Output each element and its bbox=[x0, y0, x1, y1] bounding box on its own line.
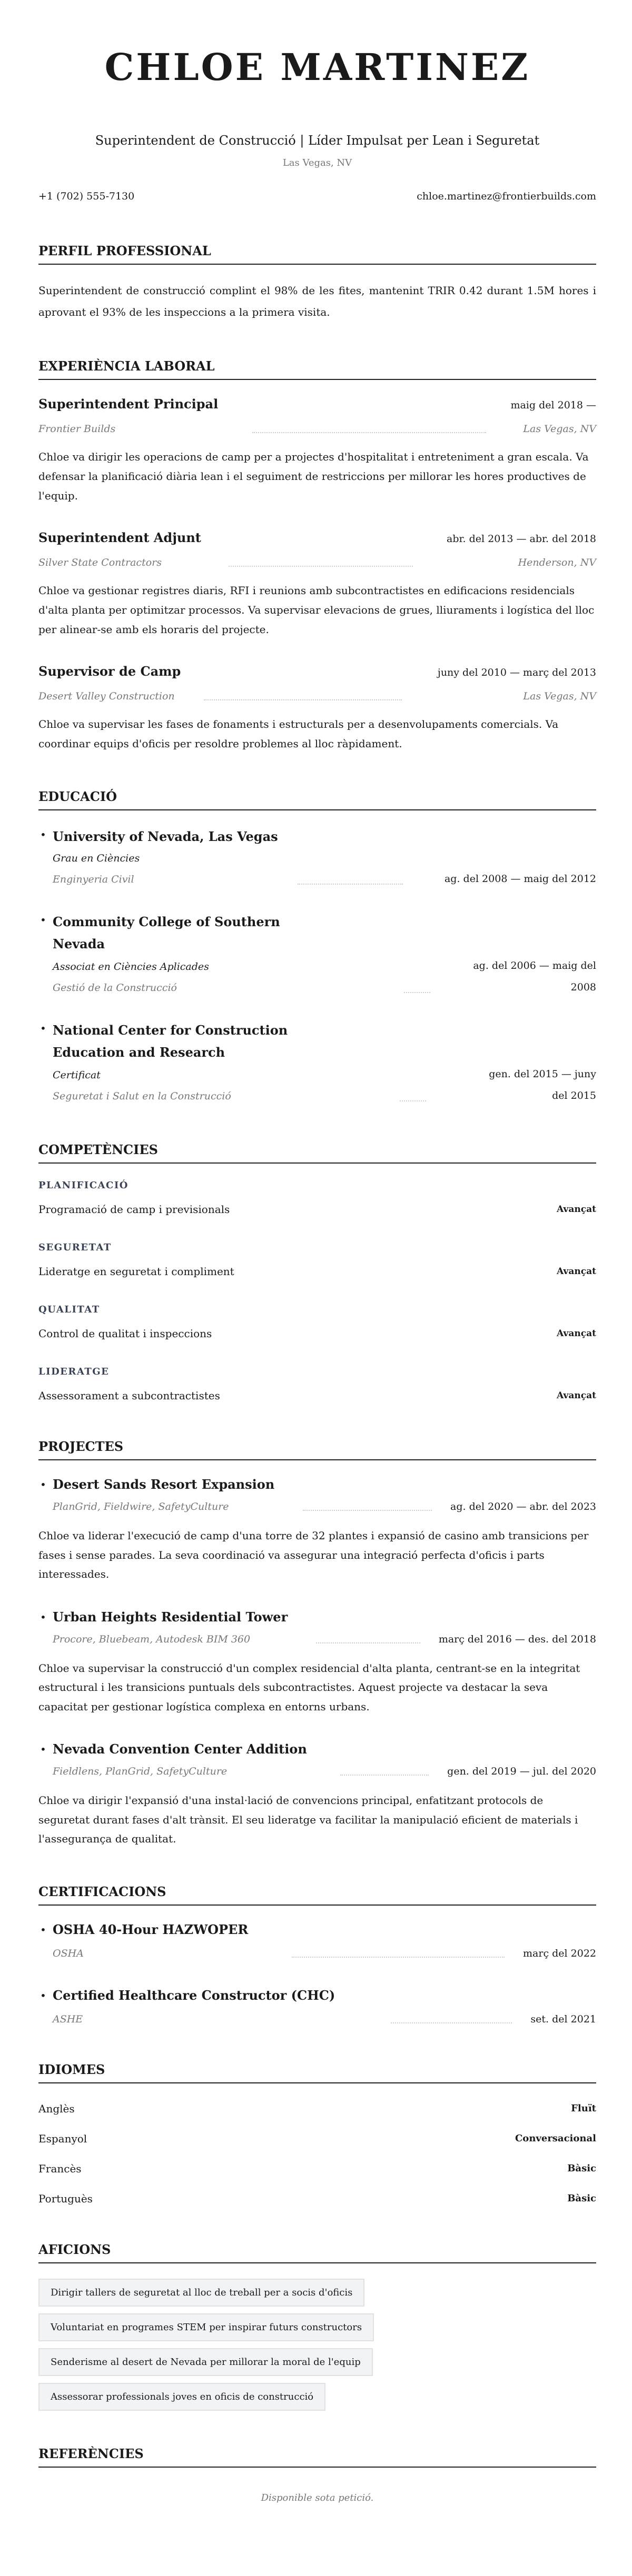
job-dates: maig del 2018 — bbox=[510, 399, 596, 411]
skill-level: Avançat bbox=[557, 1390, 596, 1401]
skill-level: Avançat bbox=[557, 1204, 596, 1215]
field-of-study: Gestió de la Construcció bbox=[53, 982, 177, 994]
degree: Associat en Ciències Aplicades bbox=[53, 961, 209, 973]
certification-issuer: ASHE bbox=[53, 2013, 83, 2025]
interest-tag: Voluntariat en programes STEM per inspirar futurs constructors bbox=[38, 2313, 374, 2341]
interest-tag: Assessorar professionals joves en oficis de construcció bbox=[38, 2383, 325, 2411]
skill-group bbox=[38, 1179, 596, 1217]
dotted-leader bbox=[229, 566, 413, 567]
experience-section bbox=[38, 358, 596, 754]
job-description: Chloe va gestionar registres diaris, RFI i reunions amb subcontractistes en edificacions residencials d'alta planta per optimitzar processos. Va supervisar elevacions de grues, lliuraments i logística del lloc per alinear-se amb els horaris del projecte. bbox=[38, 584, 595, 636]
company: Desert Valley Construction bbox=[38, 690, 175, 702]
job-location: Henderson, NV bbox=[518, 557, 596, 568]
phone[interactable]: +1 (702) 555-7130 bbox=[38, 191, 135, 202]
section-heading: PERFIL PROFESSIONAL bbox=[38, 243, 596, 265]
project-description: Chloe va dirigir l'expansió d'una instal·lació de convencions principal, enfatitzant protocols de seguretat durant fases d'alt trànsit. El seu lideratge va facilitar la manipulació eficient de materials i l'assegurança de qualitat. bbox=[38, 1794, 578, 1845]
bullet-icon: • bbox=[40, 1478, 46, 1491]
skill-group bbox=[38, 1241, 596, 1279]
skills-section bbox=[38, 1141, 596, 1404]
references-section bbox=[38, 2445, 596, 2505]
job-title: Superintendent Adjunt bbox=[38, 530, 201, 545]
project-dates: ag. del 2020 — abr. del 2023 bbox=[450, 1501, 596, 1512]
school-name: Community College of Southern Nevada bbox=[53, 914, 280, 951]
dotted-leader bbox=[316, 1642, 420, 1643]
dotted-leader bbox=[292, 1957, 505, 1958]
email[interactable]: chloe.martinez@frontierbuilds.com bbox=[417, 191, 596, 202]
certification-date: març del 2022 bbox=[523, 1947, 596, 1959]
interests-section bbox=[38, 2241, 596, 2411]
language-level: Bàsic bbox=[567, 2192, 596, 2204]
bullet-icon: • bbox=[40, 1923, 46, 1936]
degree: Grau en Ciències bbox=[53, 853, 140, 864]
skill-name: Lideratge en seguretat i compliment bbox=[38, 1265, 234, 1278]
project-tools: Procore, Bluebeam, Autodesk BIM 360 bbox=[53, 1633, 251, 1645]
dotted-leader bbox=[340, 1775, 429, 1776]
project-tools: PlanGrid, Fieldwire, SafetyCulture bbox=[53, 1501, 229, 1512]
language-row bbox=[38, 2131, 596, 2147]
headline: Superintendent de Construcció | Líder Impulsat per Lean i Seguretat bbox=[95, 133, 540, 148]
job-description: Chloe va dirigir les operacions de camp per a projectes d'hospitalitat i entreteniment a gran escala. Va defensar la planificació diària lean i el seguiment de restriccions per millorar les hores productives de l'equip. bbox=[38, 450, 589, 502]
language-level: Fluït bbox=[571, 2102, 596, 2114]
language-row bbox=[38, 2101, 596, 2117]
job-entry bbox=[38, 663, 596, 754]
project-tools: Fieldlens, PlanGrid, SafetyCulture bbox=[53, 1766, 228, 1777]
certification-name: Certified Healthcare Constructor (CHC) bbox=[53, 1987, 335, 2003]
job-dates: juny del 2010 — març del 2013 bbox=[437, 667, 596, 678]
school-name: University of Nevada, Las Vegas bbox=[53, 829, 278, 844]
section-heading: AFICIONS bbox=[38, 2241, 596, 2263]
certification-name: OSHA 40-Hour HAZWOPER bbox=[53, 1921, 249, 1937]
skill-name: Assessorament a subcontractistes bbox=[38, 1389, 220, 1402]
skill-name: Control de qualitat i inspeccions bbox=[38, 1327, 212, 1340]
project-name: Urban Heights Residential Tower bbox=[53, 1609, 288, 1625]
job-title: Supervisor de Camp bbox=[38, 664, 181, 679]
section-heading: EDUCACIÓ bbox=[38, 788, 596, 810]
field-of-study: Seguretat i Salut en la Construcció bbox=[53, 1090, 231, 1102]
education-dates: gen. del 2015 — juny del 2015 bbox=[489, 1068, 596, 1101]
section-heading: IDIOMES bbox=[38, 2061, 596, 2083]
education-dates: ag. del 2008 — maig del 2012 bbox=[444, 873, 596, 885]
field-of-study: Enginyeria Civil bbox=[53, 874, 134, 885]
section-heading: EXPERIÈNCIA LABORAL bbox=[38, 358, 596, 380]
projects-section bbox=[38, 1438, 596, 1849]
language-level: Conversacional bbox=[515, 2132, 596, 2144]
dotted-leader bbox=[252, 432, 486, 433]
location: Las Vegas, NV bbox=[282, 157, 352, 168]
bullet-icon: • bbox=[40, 1610, 46, 1623]
language-row bbox=[38, 2161, 596, 2177]
job-entry bbox=[38, 395, 596, 506]
job-title: Superintendent Principal bbox=[38, 396, 219, 412]
summary-text: Superintendent de construcció complint el 98% de les fites, mantenint TRIR 0.42 durant 1.5M hores i aprovant el 93% de les inspeccions a la primera visita. bbox=[38, 284, 596, 318]
skill-level: Avançat bbox=[557, 1328, 596, 1339]
certifications-section bbox=[38, 1883, 596, 2027]
skill-group bbox=[38, 1365, 596, 1404]
company: Frontier Builds bbox=[38, 423, 116, 435]
project-description: Chloe va liderar l'execució de camp d'una torre de 32 plantes i expansió de casino amb transicions per fases i sense parades. La seva coordinació va assegurar una integració perfecta d'oficis i parts interessades. bbox=[38, 1529, 589, 1580]
skill-group bbox=[38, 1303, 596, 1341]
bullet-icon: • bbox=[40, 1022, 46, 1035]
language-name: Anglès bbox=[38, 2102, 75, 2115]
certification-entry bbox=[38, 1921, 596, 1961]
language-row bbox=[38, 2191, 596, 2207]
language-name: Portuguès bbox=[38, 2192, 93, 2205]
interest-tag: Senderisme al desert de Nevada per millorar la moral de l'equip bbox=[38, 2348, 373, 2376]
section-heading: REFERÈNCIES bbox=[38, 2445, 596, 2468]
job-location: Las Vegas, NV bbox=[523, 690, 596, 702]
job-location: Las Vegas, NV bbox=[523, 423, 596, 435]
skill-category: QUALITAT bbox=[38, 1304, 100, 1315]
bullet-icon: • bbox=[40, 1743, 46, 1756]
resume-header bbox=[38, 45, 596, 204]
education-entry bbox=[38, 826, 596, 890]
project-description: Chloe va supervisar la construcció d'un complex residencial d'alta planta, centrant-se en la integritat estructural i les transicions puntuals dels subcontractistes. Aquest projecte va destacar la seva capacitat per gestionar logística complexa en entorns urbans. bbox=[38, 1661, 580, 1713]
bullet-icon: • bbox=[40, 828, 46, 841]
project-name: Nevada Convention Center Addition bbox=[53, 1741, 307, 1757]
references-text: Disponible sota petició. bbox=[261, 2492, 374, 2503]
dotted-leader bbox=[303, 1510, 432, 1511]
job-dates: abr. del 2013 — abr. del 2018 bbox=[447, 533, 596, 545]
bullet-icon: • bbox=[40, 914, 46, 926]
project-entry bbox=[38, 1740, 596, 1849]
dotted-leader bbox=[298, 884, 403, 885]
contact-row bbox=[38, 189, 596, 204]
skill-category: SEGURETAT bbox=[38, 1242, 112, 1253]
language-level: Bàsic bbox=[567, 2162, 596, 2174]
language-name: Espanyol bbox=[38, 2132, 87, 2145]
project-name: Desert Sands Resort Expansion bbox=[53, 1477, 275, 1492]
education-dates: ag. del 2006 — maig del 2008 bbox=[473, 960, 596, 993]
dotted-leader bbox=[391, 2022, 512, 2023]
section-heading: PROJECTES bbox=[38, 1438, 596, 1460]
skill-level: Avançat bbox=[557, 1266, 596, 1277]
project-dates: març del 2016 — des. del 2018 bbox=[438, 1633, 596, 1645]
summary-section bbox=[38, 243, 596, 323]
certification-issuer: OSHA bbox=[53, 1947, 84, 1959]
school-name: National Center for Construction Education and Research bbox=[53, 1023, 288, 1060]
project-entry bbox=[38, 1476, 596, 1584]
skill-category: LIDERATGE bbox=[38, 1366, 110, 1377]
project-entry bbox=[38, 1608, 596, 1717]
certification-entry bbox=[38, 1987, 596, 2027]
language-name: Francès bbox=[38, 2162, 82, 2175]
dotted-leader bbox=[204, 699, 402, 700]
dotted-leader bbox=[400, 1100, 426, 1101]
job-entry bbox=[38, 529, 596, 639]
education-section bbox=[38, 788, 596, 1107]
degree: Certificat bbox=[53, 1069, 101, 1081]
education-entry bbox=[38, 911, 596, 998]
company: Silver State Contractors bbox=[38, 557, 162, 568]
certification-date: set. del 2021 bbox=[530, 2013, 596, 2025]
project-dates: gen. del 2019 — jul. del 2020 bbox=[447, 1766, 596, 1777]
dotted-leader bbox=[404, 992, 430, 993]
skill-category: PLANIFICACIÓ bbox=[38, 1180, 129, 1191]
languages-section bbox=[38, 2061, 596, 2207]
education-entry bbox=[38, 1019, 596, 1107]
section-heading: CERTIFICACIONS bbox=[38, 1883, 596, 1906]
bullet-icon: • bbox=[40, 1989, 46, 2002]
interest-tag: Dirigir tallers de seguretat al lloc de treball per a socis d'oficis bbox=[38, 2279, 364, 2307]
job-description: Chloe va supervisar les fases de fonaments i estructurals per a desenvolupaments comercials. Va coordinar equips d'oficis per resoldre problemes al lloc ràpidament. bbox=[38, 718, 559, 750]
skill-name: Programació de camp i previsionals bbox=[38, 1203, 230, 1216]
candidate-name: CHLOE MARTINEZ bbox=[104, 45, 530, 89]
section-heading: COMPETÈNCIES bbox=[38, 1141, 596, 1164]
